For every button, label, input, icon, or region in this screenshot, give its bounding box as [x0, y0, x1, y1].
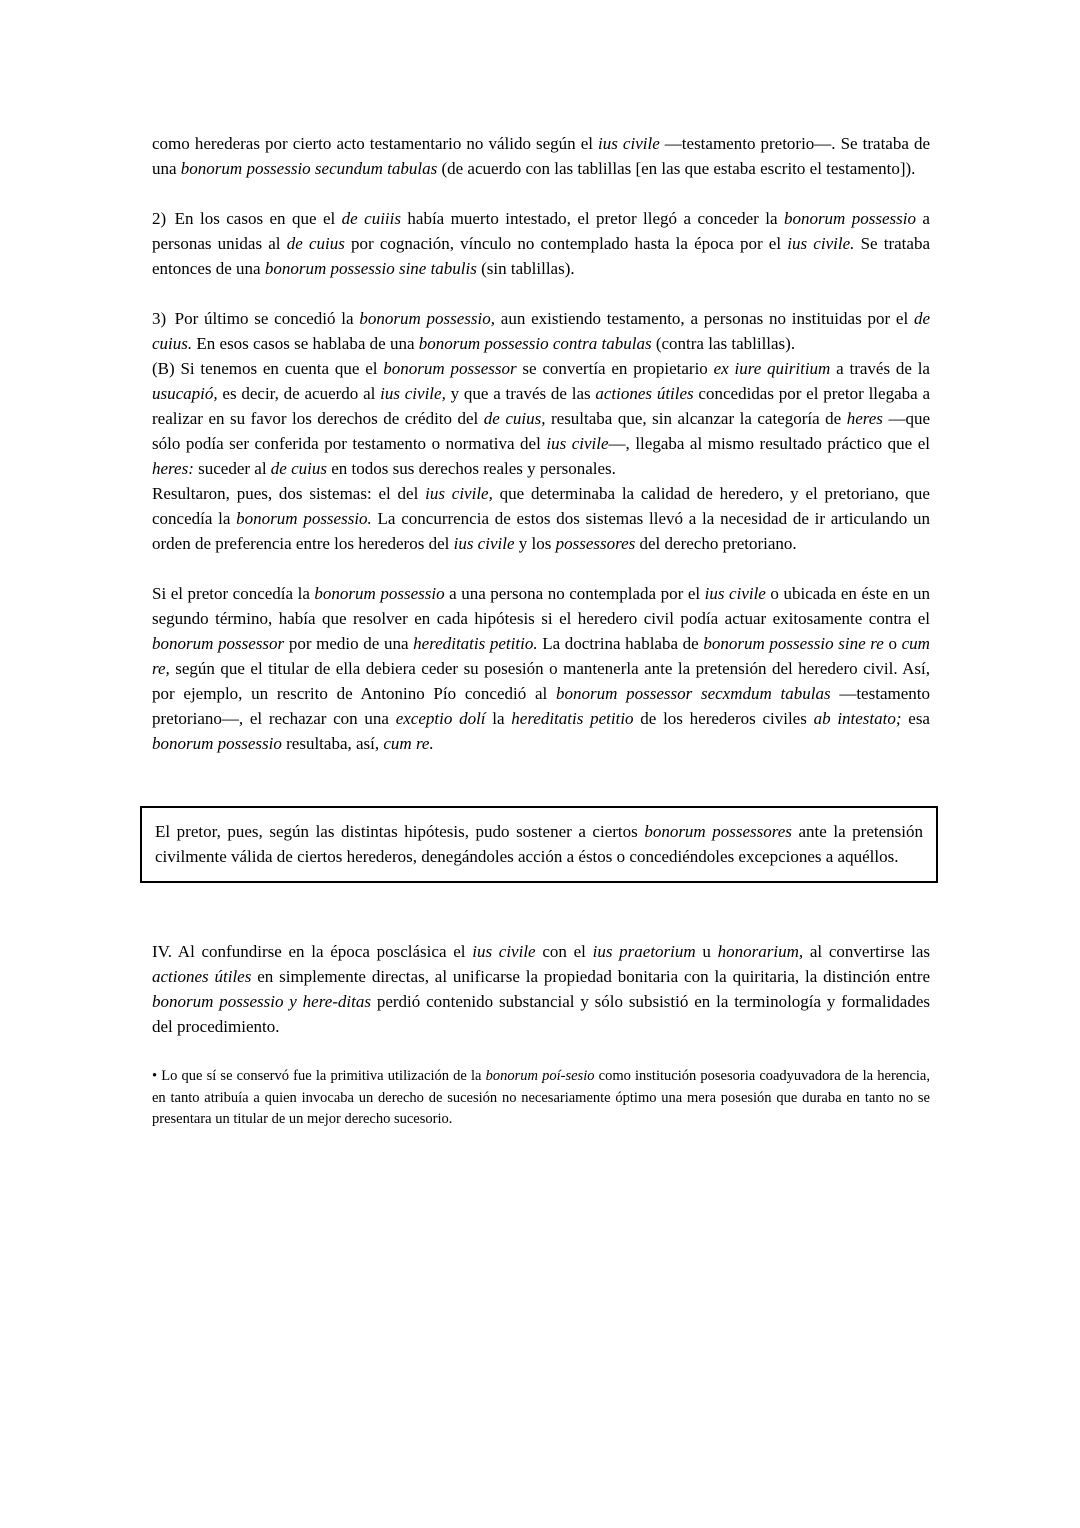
paragraph-item-3: [152, 306, 930, 356]
text-run: ius civile,: [380, 384, 446, 403]
boxed-note-paragraph: [155, 819, 923, 869]
text-run: ante la pretensión civilmente válida de ciertos herederos, denegándoles acción a éstos o concediéndoles excepciones a aquéllos.: [155, 822, 923, 866]
text-run: bonorum possessio secundum tabulas: [180, 159, 438, 178]
text-run: que determinaba la calidad de heredero, y el pretoriano, que concedía la: [152, 484, 930, 528]
text-run: como herederas por cierto acto testamentario no válido según el: [152, 134, 599, 153]
text-run: bonorum poí-sesio: [485, 1068, 595, 1084]
text-run: por medio de una: [284, 634, 414, 653]
text-run: exceptio dolí: [395, 709, 486, 728]
text-run: ex iure quiritium: [713, 359, 831, 378]
text-run: ius civile: [598, 134, 660, 153]
text-run: ius civile: [704, 584, 766, 603]
text-run: ius civile: [453, 534, 515, 553]
text-run: Se trataba entonces de una: [152, 234, 930, 278]
paragraph-pretor-concession: [152, 581, 930, 756]
text-run: de los herederos civiles: [633, 709, 814, 728]
text-run: (de acuerdo con las tablillas [en las que estaba escrito el testamento]).: [437, 159, 916, 178]
text-run: hereditatis petitio: [511, 709, 634, 728]
text-run: el rechazar con una: [243, 709, 396, 728]
text-run: hereditatis petitio.: [413, 634, 538, 653]
text-run: bonorum possessio sine tabulis: [264, 259, 477, 278]
text-run: —que sólo podía ser conferida por testamento o normativa del: [152, 409, 930, 453]
text-run: cum re.: [383, 734, 434, 753]
paragraph-section-iv: [152, 939, 930, 1039]
text-run: El pretor, pues, según las distintas hipótesis, pudo sostener a ciertos: [155, 822, 645, 841]
text-run: 2) En los casos en que el: [152, 209, 342, 228]
text-run: 3) Por último se concedió la: [152, 309, 360, 328]
text-run: bonorum possessio y here-ditas: [152, 992, 371, 1011]
text-run: y que a través de las: [445, 384, 596, 403]
text-run: de cuiiis: [341, 209, 401, 228]
text-run: al convertirse las: [803, 942, 930, 961]
text-run: —testamento pretorio—. Se trataba de una: [152, 134, 930, 178]
text-run: resultaba, así,: [281, 734, 384, 753]
text-run: La concurrencia de estos dos sistemas llevó a la necesidad de ir articulando un orden de preferencia entre los herederos del: [152, 509, 930, 553]
text-run: aun existiendo testamento, a personas no instituidas por el: [495, 309, 914, 328]
text-run: usucapió,: [152, 384, 218, 403]
text-run: heres:: [152, 459, 194, 478]
paragraph-resultaron: [152, 481, 930, 556]
paragraph-item-2: [152, 206, 930, 281]
text-run: se convertía en propietario: [516, 359, 714, 378]
text-run: y los: [514, 534, 556, 553]
text-run: (sin tablillas).: [476, 259, 575, 278]
text-run: bonorum possessio: [152, 734, 282, 753]
text-run: (B) Si tenemos en cuenta que el: [152, 359, 384, 378]
text-run: o: [883, 634, 902, 653]
text-run: la: [485, 709, 512, 728]
text-run: bonorum possessio,: [359, 309, 496, 328]
paragraph-section-b: [152, 356, 930, 481]
text-run: (contra las tablillas).: [651, 334, 796, 353]
text-run: como institución posesoria coadyuvadora de la herencia, en tanto atribuía a quien invocaba un derecho de sucesión no necesariamente óptimo una mera posesión que duraba en tanto no se presentara un titular de un mejor derecho sucesorio.: [152, 1068, 930, 1127]
text-run: perdió contenido substancial y sólo subsistió en la terminología y formalidades del procedimiento.: [152, 992, 930, 1036]
text-run: es decir, de acuerdo al: [217, 384, 381, 403]
paragraph-intro: [152, 131, 930, 181]
framed-note-box: [140, 806, 938, 883]
text-run: esa: [901, 709, 930, 728]
text-run: Si el pretor concedía la: [152, 584, 315, 603]
text-run: de cuius.: [152, 309, 931, 353]
text-run: bonorum possessio.: [236, 509, 372, 528]
text-run: —, llegaba al mismo resultado práctico que el: [608, 434, 930, 453]
text-run: con el: [535, 942, 593, 961]
text-run: o ubicada en éste en un segundo término, había que resolver en cada hipótesis si el heredero civil podía actuar exitosamente contra el: [152, 584, 930, 628]
text-run: bonorum possessor secxmdum tabulas: [555, 684, 831, 703]
text-run: de cuius,: [483, 409, 546, 428]
text-run: en todos sus derechos reales y personales.: [326, 459, 616, 478]
text-run: honorarium,: [717, 942, 804, 961]
text-run: resultaba que, sin alcanzar la categoría de: [545, 409, 847, 428]
text-run: a personas unidas al: [152, 209, 930, 253]
text-run: En esos casos se hablaba de una: [192, 334, 419, 353]
text-run: cum re,: [152, 634, 930, 678]
text-run: ius praetorium: [592, 942, 696, 961]
text-run: bonorum possessio sine re: [703, 634, 884, 653]
text-run: ius civile,: [425, 484, 493, 503]
text-run: actiones útiles: [595, 384, 694, 403]
text-run: del derecho pretoriano.: [635, 534, 797, 553]
text-run: u: [695, 942, 718, 961]
text-run: La doctrina hablaba de: [537, 634, 704, 653]
text-run: bonorum possessio contra tabulas: [418, 334, 652, 353]
text-run: ab intestato;: [813, 709, 902, 728]
text-run: según que el titular de ella debiera ceder su posesión o mantenerla ante la pretensión del heredero civil. Así, por ejemplo, un rescrito de Antonino Pío concedió al: [152, 659, 930, 703]
text-run: había muerto intestado, el pretor llegó a conceder la: [400, 209, 784, 228]
text-run: concedidas por el pretor llegaba a realizar en su favor los derechos de crédito del: [152, 384, 930, 428]
text-run: actiones útiles: [152, 967, 252, 986]
text-run: • Lo que sí se conservó fue la primitiva utilización de la: [152, 1068, 486, 1084]
text-run: possessores: [555, 534, 636, 553]
text-run: a una persona no contemplada por el: [444, 584, 705, 603]
text-run: ius civile: [546, 434, 609, 453]
text-run: ius civile: [472, 942, 536, 961]
text-run: heres: [846, 409, 883, 428]
text-run: ,: [238, 709, 244, 728]
text-run: suceder al: [193, 459, 271, 478]
text-column: [152, 131, 930, 1131]
text-run: —testamento pretoriano—: [152, 684, 930, 728]
text-run: en simplemente directas, al unificarse la propiedad bonitaria con la quiritaria, la distinción entre: [251, 967, 930, 986]
text-run: ius civile.: [787, 234, 855, 253]
text-run: a través de la: [830, 359, 930, 378]
text-run: de cuius: [286, 234, 345, 253]
footnote-paragraph: [152, 1066, 930, 1131]
text-run: bonorum possessor: [152, 634, 285, 653]
text-run: bonorum possessores: [644, 822, 792, 841]
text-run: bonorum possessio: [783, 209, 916, 228]
text-run: Resultaron, pues, dos sistemas: el del: [152, 484, 426, 503]
text-run: por cognación, vínculo no contemplado hasta la época por el: [344, 234, 788, 253]
text-run: bonorum possessio: [314, 584, 445, 603]
text-run: bonorum possessor: [383, 359, 517, 378]
text-run: de cuius: [270, 459, 327, 478]
text-run: IV. Al confundirse en la época posclásica el: [152, 942, 473, 961]
